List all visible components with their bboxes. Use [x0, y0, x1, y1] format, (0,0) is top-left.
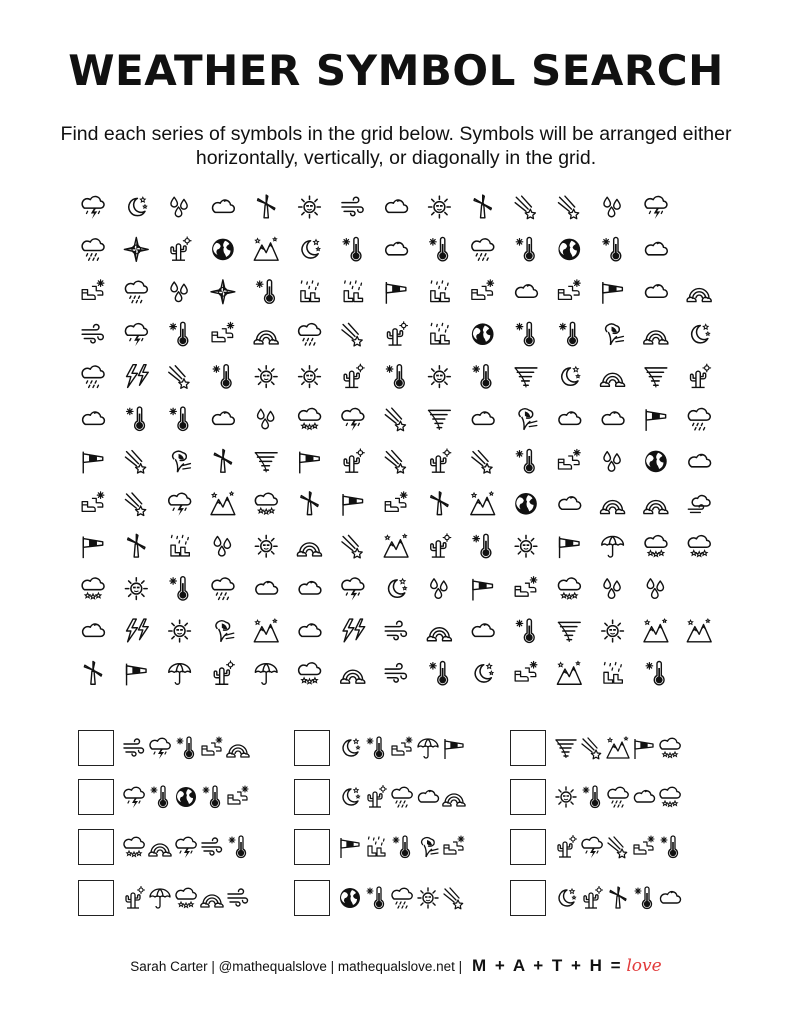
windsock-icon — [635, 739, 653, 759]
symbol-series — [338, 734, 478, 764]
boots-icon — [444, 836, 464, 854]
footer — [0, 956, 792, 976]
moon-stars-icon — [559, 889, 576, 906]
lightning-cloud-icon — [176, 837, 196, 858]
boots-icon — [202, 737, 222, 755]
symbol-series — [122, 783, 262, 813]
symbol-series — [554, 734, 694, 764]
symbol-series — [338, 884, 478, 914]
moon-stars-icon — [343, 788, 360, 805]
windsock-icon — [341, 838, 359, 858]
rainbow-icon — [201, 895, 223, 907]
snow-cloud-icon — [124, 837, 144, 856]
symbol-series — [122, 884, 262, 914]
umbrella-icon — [150, 889, 170, 908]
answer-checkbox[interactable] — [78, 829, 114, 865]
lightning-cloud-icon — [124, 787, 144, 808]
sun-icon — [418, 888, 438, 908]
answer-checkbox[interactable] — [510, 880, 546, 916]
thermometer-icon — [203, 786, 220, 808]
windmill-icon — [610, 887, 626, 908]
boots-icon — [228, 786, 248, 804]
answer-checkbox[interactable] — [78, 779, 114, 815]
answer-checkbox[interactable] — [78, 880, 114, 916]
windsock-icon — [445, 739, 463, 759]
shooting-star-icon — [608, 837, 627, 858]
answer-checkbox[interactable] — [294, 730, 330, 766]
cactus-icon — [584, 887, 603, 909]
tornado-icon — [556, 740, 576, 758]
wind-icon — [228, 889, 248, 906]
answer-checkbox[interactable] — [510, 730, 546, 766]
cactus-icon — [558, 836, 577, 858]
thermometer-icon — [367, 887, 384, 909]
globe-icon — [176, 787, 196, 807]
cactus-icon — [368, 786, 387, 808]
cloud-icon — [418, 791, 438, 802]
thermometer-icon — [177, 737, 194, 759]
thermometer-icon — [367, 737, 384, 759]
symbol-series — [338, 783, 478, 813]
answer-checkbox[interactable] — [294, 779, 330, 815]
thermometer-icon — [583, 786, 600, 808]
lightning-cloud-icon — [582, 837, 602, 858]
symbol-series — [122, 833, 262, 863]
page-title: WEATHER SYMBOL SEARCH — [68, 46, 724, 95]
lightning-cloud-icon — [150, 738, 170, 759]
symbol-series — [554, 884, 694, 914]
footer-love-logo: love — [626, 956, 662, 976]
symbol-series — [122, 734, 262, 764]
rain-cloud-icon — [608, 787, 628, 807]
rainbow-icon — [443, 794, 465, 806]
rain-cloud-icon — [392, 787, 412, 807]
moon-stars-icon — [343, 739, 360, 756]
sun-icon — [556, 787, 576, 807]
thermometer-icon — [635, 887, 652, 909]
umbrella-icon — [418, 739, 438, 758]
symbol-series — [554, 833, 694, 863]
mountains-icon — [607, 737, 629, 758]
cactus-icon — [126, 887, 145, 909]
footer-brand: M + A + T + H = — [471, 956, 623, 975]
answer-checkbox[interactable] — [78, 730, 114, 766]
rain-boots-icon — [368, 837, 385, 856]
snow-cloud-icon — [660, 738, 680, 757]
thermometer-icon — [661, 836, 678, 858]
snow-cloud-icon — [660, 787, 680, 806]
cloud-icon — [634, 791, 654, 802]
shooting-star-icon — [444, 888, 463, 909]
thermometer-icon — [229, 836, 246, 858]
boots-icon — [392, 737, 412, 755]
rainbow-icon — [227, 745, 249, 757]
rainbow-icon — [149, 844, 171, 856]
symbol-series — [338, 833, 478, 863]
thermometer-icon — [151, 786, 168, 808]
answer-checkbox[interactable] — [294, 829, 330, 865]
cloud-icon — [660, 892, 680, 903]
snow-cloud-icon — [176, 888, 196, 907]
thermometer-icon — [393, 836, 410, 858]
answer-checkbox[interactable] — [510, 829, 546, 865]
globe-icon — [340, 888, 360, 908]
instructions: Find each series of symbols in the grid below. Symbols will be arranged either horizontally, vertically, or diagonally in the grid. — [60, 123, 732, 169]
wind-tree-icon — [422, 838, 439, 858]
boots-icon — [634, 836, 654, 854]
answer-checkbox[interactable] — [510, 779, 546, 815]
answer-checkbox[interactable] — [294, 880, 330, 916]
rain-cloud-icon — [392, 888, 412, 908]
symbol-series — [554, 783, 694, 813]
wind-icon — [124, 739, 144, 756]
shooting-star-icon — [582, 738, 601, 759]
wind-icon — [202, 838, 222, 855]
footer-credits: Sarah Carter | @mathequalslove | mathequalslove.net | — [130, 959, 463, 974]
